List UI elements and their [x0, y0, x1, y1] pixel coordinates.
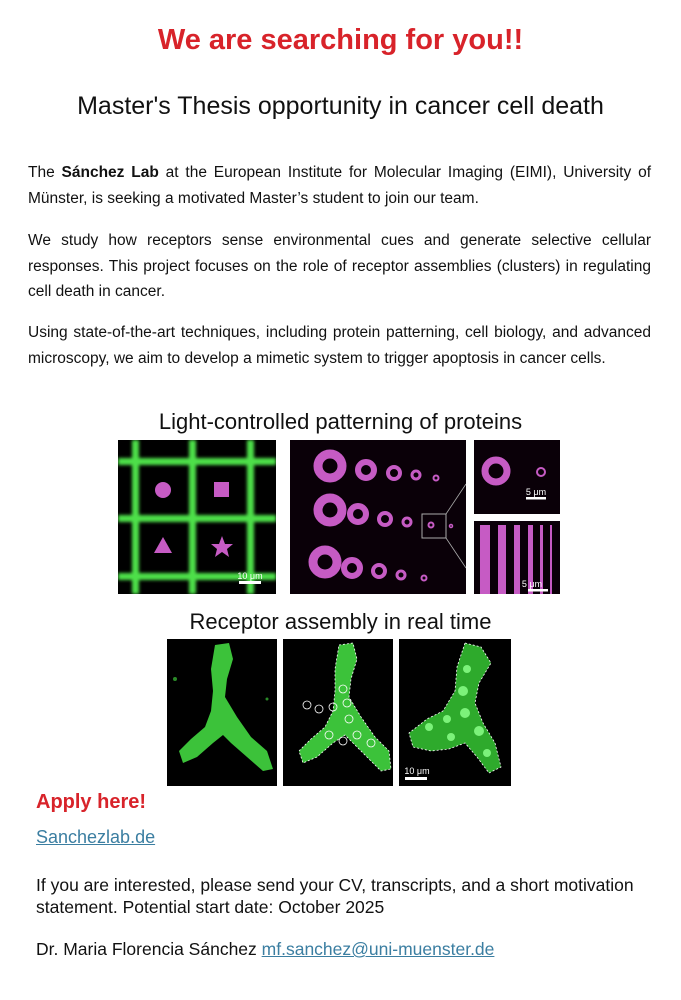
subtitle: Master's Thesis opportunity in cancer cell death	[77, 92, 604, 120]
paragraph-intro-rest: at the European Institute for Molecular Imaging (EIMI), University of Münster, is seeking a motivated Master’s student to join our team.	[28, 164, 651, 207]
contact-email-link[interactable]: mf.sanchez@uni-muenster.de	[261, 939, 495, 959]
receptor-cell-image-1	[167, 639, 277, 786]
scalebar-label-a: 10 μm	[237, 571, 263, 581]
receptor-cell-image-3	[399, 639, 511, 786]
pattern-grid-image	[118, 440, 276, 594]
apply-heading: Apply here!	[36, 791, 147, 813]
application-info: If you are interested, please send your CV, transcripts, and a short motivation statement. Potential start date: October 2025	[36, 875, 634, 917]
pattern-rings-zoom-image	[474, 440, 560, 514]
scalebar-label-f2: 10 μm	[404, 766, 430, 776]
scalebar-label-d: 5 μm	[521, 579, 543, 589]
paragraph-research: We study how receptors sense environmental cues and generate selective cellular responses. This project focuses on the role of receptor assemblies (clusters) in regulating cell death in cancer.	[28, 232, 651, 300]
receptor-cell-image-2	[283, 639, 393, 786]
contact-line	[36, 939, 494, 960]
figure1-title: Light-controlled patterning of proteins	[158, 409, 523, 434]
pattern-stripes-image	[474, 521, 560, 594]
contact-name: Dr. Maria Florencia Sánchez	[36, 939, 262, 959]
scalebar-label-c: 5 μm	[525, 487, 547, 497]
figure2-title: Receptor assembly in real time	[189, 609, 492, 634]
website-link[interactable]: Sanchezlab.de	[36, 827, 156, 847]
paragraph-intro	[28, 160, 651, 211]
lab-name: Sánchez Lab	[61, 164, 159, 181]
headline: We are searching for you!!	[157, 24, 524, 56]
pattern-rings-image	[290, 440, 466, 594]
paragraph-methods: Using state-of-the-art techniques, including protein patterning, cell biology, and advanced microscopy, we aim to develop a mimetic system to trigger apoptosis in cancer cells.	[28, 324, 651, 367]
paragraph-intro-prefix: The	[28, 164, 62, 181]
